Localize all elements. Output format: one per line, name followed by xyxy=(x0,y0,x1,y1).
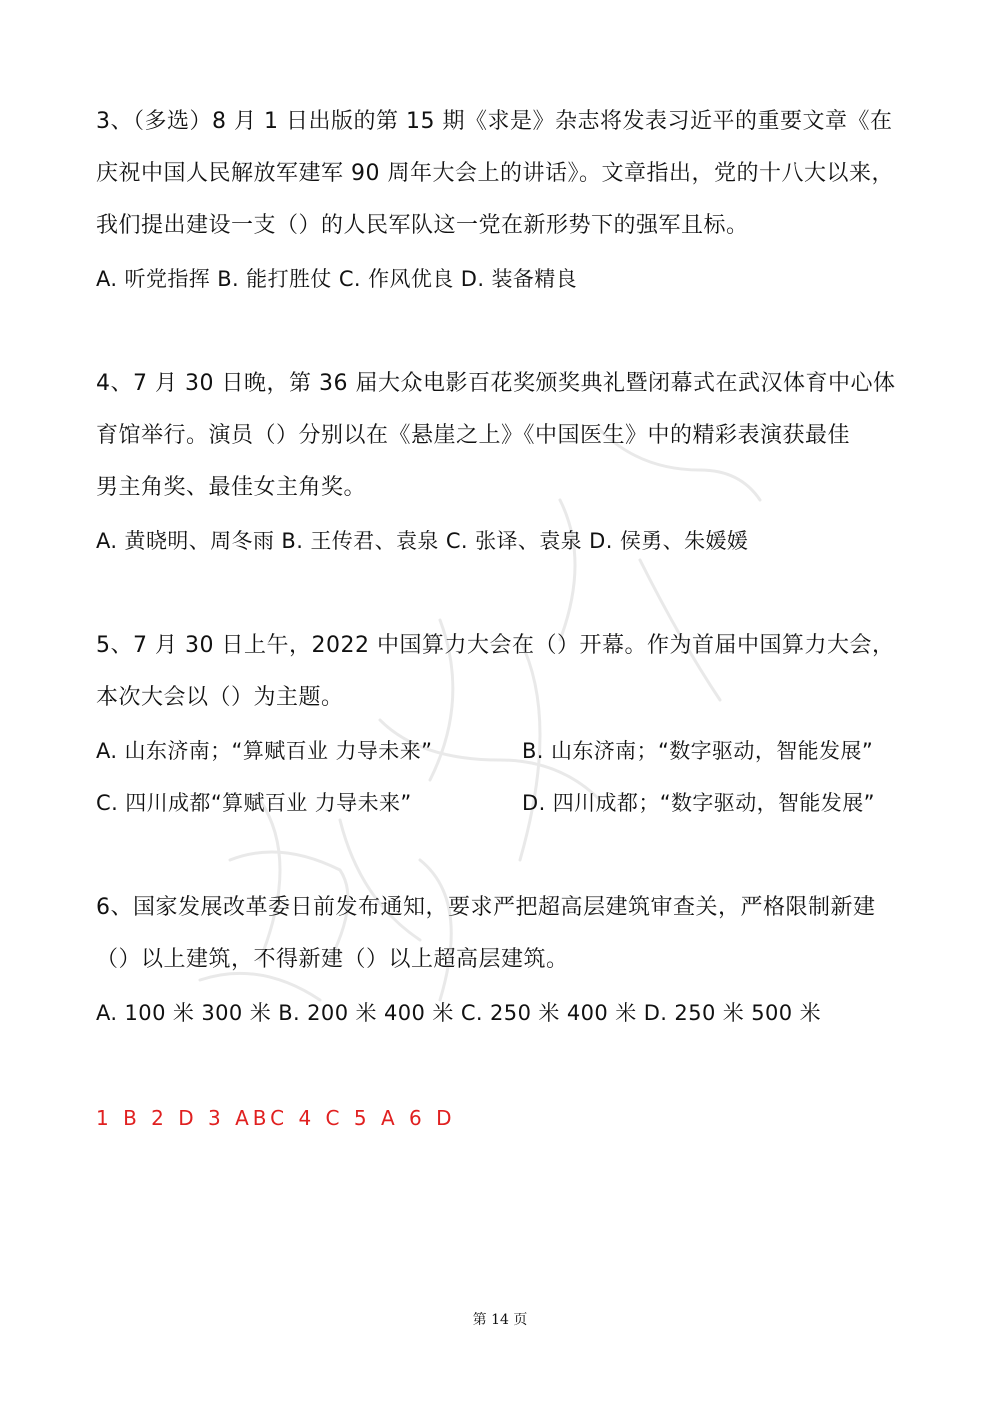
q5-line-2: 本次大会以（）为主题。 xyxy=(96,685,344,710)
page-number: 第 14 页 xyxy=(472,1312,528,1328)
q3-line-3: 我们提出建设一支（）的人民军队这一党在新形势下的强军且标。 xyxy=(96,213,749,238)
q6-line-2: （）以上建筑，不得新建（）以上超高层建筑。 xyxy=(96,947,569,972)
q6-options: A. 100 米 300 米 B. 200 米 400 米 C. 250 米 400 米 D. 250 米 500 米 xyxy=(96,1001,822,1025)
q4-line-1: 4、7 月 30 日晚，第 36 届大众电影百花奖颁奖典礼暨闭幕式在武汉体育中心体 xyxy=(96,371,896,396)
q5-option-c: C. 四川成都“算赋百业 力导未来” xyxy=(96,791,412,815)
q5-line-1: 5、7 月 30 日上午，2022 中国算力大会在（）开幕。作为首届中国算力大会， xyxy=(96,633,895,658)
q6-line-1: 6、国家发展改革委日前发布通知，要求严把超高层建筑审查关，严格限制新建 xyxy=(96,895,876,920)
q5-option-d: D. 四川成都；“数字驱动，智能发展” xyxy=(522,791,875,815)
q3-options: A. 听党指挥 B. 能打胜仗 C. 作风优良 D. 装备精良 xyxy=(96,267,578,291)
q5-option-a: A. 山东济南；“算赋百业 力导未来” xyxy=(96,739,433,763)
answer-key: 1 B 2 D 3 ABC 4 C 5 A 6 D xyxy=(96,1106,456,1130)
q4-options: A. 黄晓明、周冬雨 B. 王传君、袁泉 C. 张译、袁泉 D. 侯勇、朱媛媛 xyxy=(96,529,749,553)
q4-line-3: 男主角奖、最佳女主角奖。 xyxy=(96,475,367,500)
q3-line-2: 庆祝中国人民解放军建军 90 周年大会上的讲话》。文章指出，党的十八大以来， xyxy=(96,161,894,186)
q5-option-b: B. 山东济南；“数字驱动，智能发展” xyxy=(522,739,874,763)
q4-line-2: 育馆举行。演员（）分别以在《悬崖之上》《中国医生》中的精彩表演获最佳 xyxy=(96,423,851,448)
q3-line-1: 3、（多选）8 月 1 日出版的第 15 期《求是》杂志将发表习近平的重要文章《在 xyxy=(96,109,893,134)
